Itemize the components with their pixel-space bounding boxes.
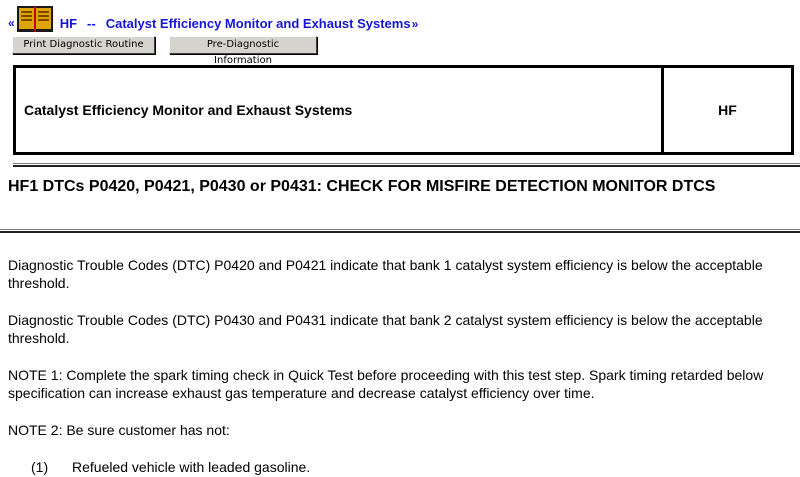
button-row [12,36,317,66]
divider [13,163,800,167]
list-item [31,458,310,476]
list-item-text: Refueled vehicle with leaded gasoline. [72,459,311,475]
next-link[interactable]: » [411,17,419,31]
nav-code-link[interactable]: HF [59,16,78,31]
section-heading: HF1 DTCs P0420, P0421, P0430 or P0431: CHECK FOR MISFIRE DETECTION MONITOR DTCS [8,178,716,195]
header-title: Catalyst Efficiency Monitor and Exhaust Systems [16,68,664,152]
book-icon[interactable] [16,4,54,34]
print-diagnostic-routine-button[interactable]: Print Diagnostic Routine [12,36,155,54]
breadcrumb-nav [8,0,418,34]
nav-title-link[interactable]: Catalyst Efficiency Monitor and Exhaust Systems [105,16,411,31]
header-table [13,65,794,155]
header-code: HF [718,102,737,118]
divider [0,229,800,233]
paragraph: Diagnostic Trouble Codes (DTC) P0420 and P0421 indicate that bank 1 catalyst system efficiency is below the acceptable threshold. [8,257,763,291]
pre-diagnostic-information-button[interactable]: Pre-Diagnostic Information [169,36,317,54]
note-1: NOTE 1: Complete the spark timing check in Quick Test before proceeding with this test step. Spark timing retarded below specification can increase exhaust gas temperature and decrease catalyst efficiency over time. [8,367,764,401]
note-2: NOTE 2: Be sure customer has not: [8,422,230,438]
paragraph: Diagnostic Trouble Codes (DTC) P0430 and P0431 indicate that bank 2 catalyst system efficiency is below the acceptable threshold. [8,312,763,346]
list-item-number: (1) [31,459,49,475]
nav-separator: -- [87,16,96,31]
previous-link[interactable]: « [8,16,15,30]
